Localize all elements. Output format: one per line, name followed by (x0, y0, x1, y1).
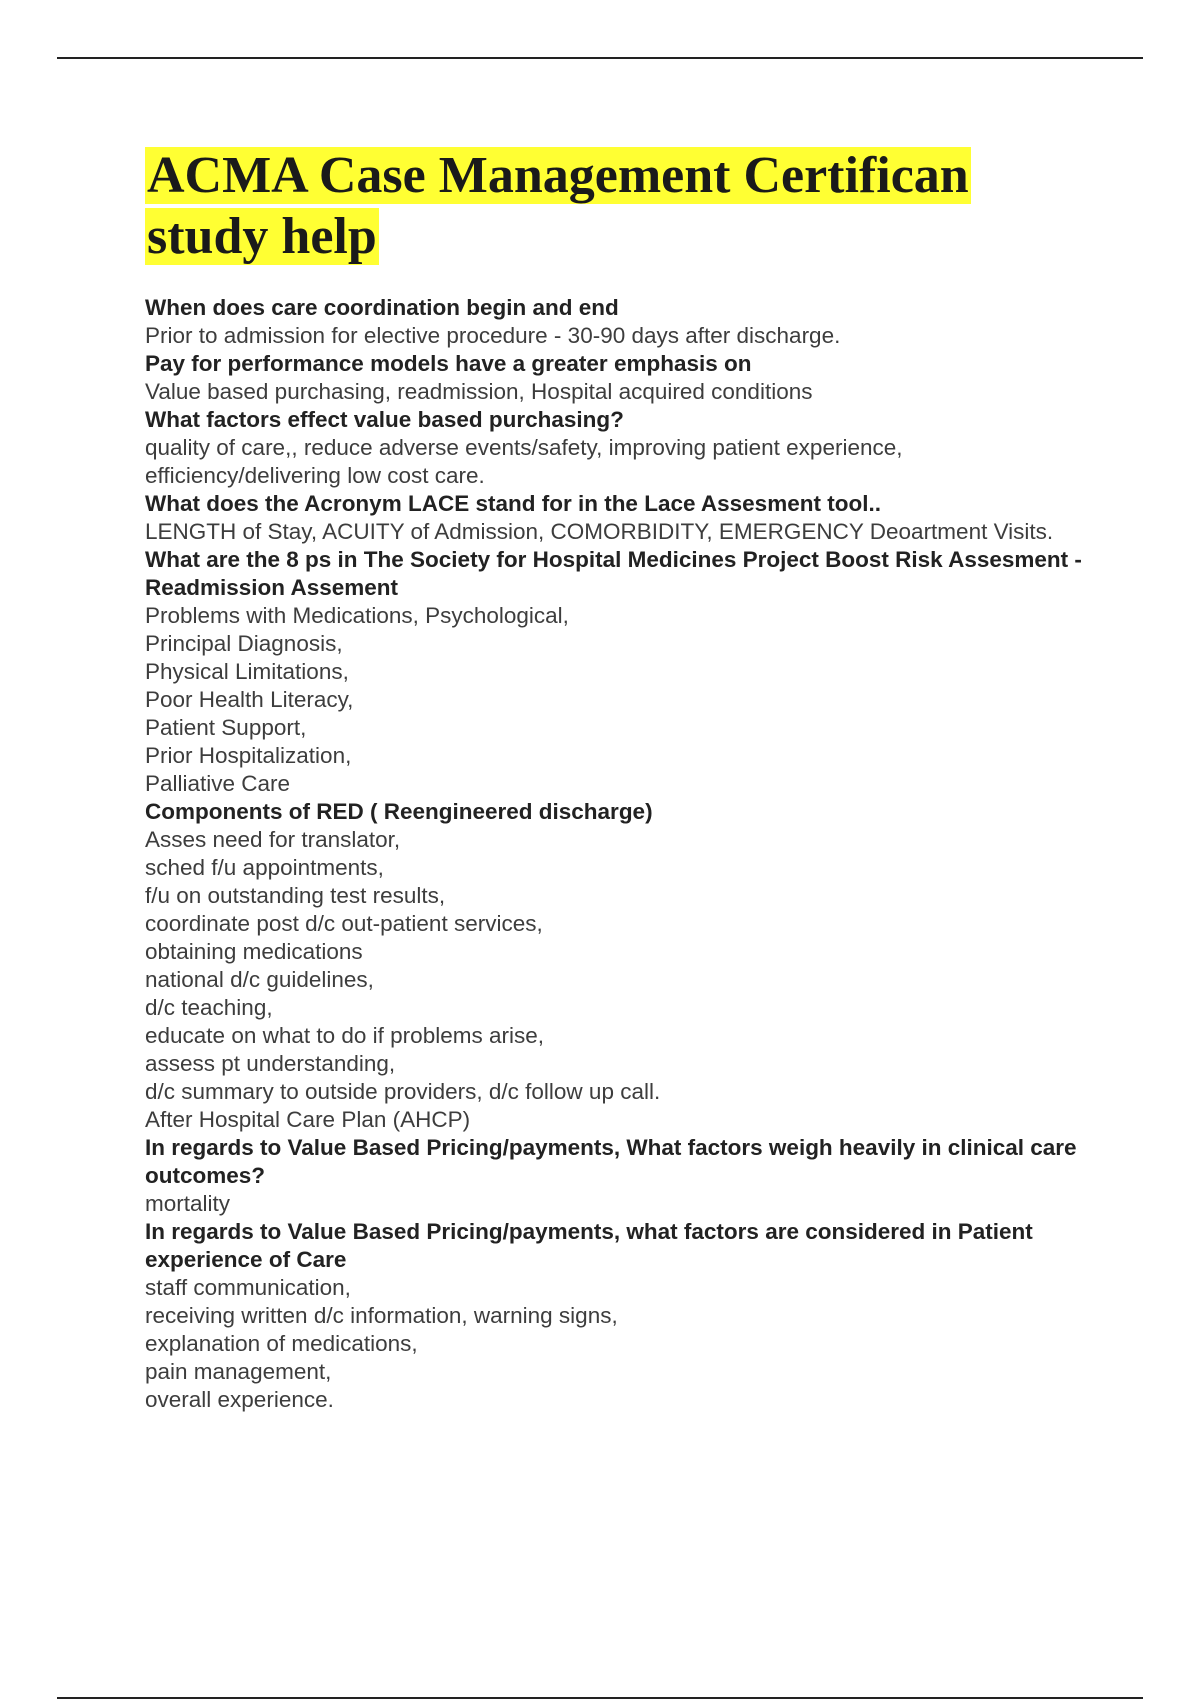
answer-line: f/u on outstanding test results, (145, 883, 446, 908)
answer-line: Palliative Care (145, 771, 291, 796)
question-text: Components of RED ( Reengineered discharge) (145, 799, 653, 824)
footer-rule (57, 1697, 1143, 1699)
qa-item (145, 490, 1085, 546)
answer-line: overall experience. (145, 1387, 334, 1412)
question-text: Pay for performance models have a greater emphasis on (145, 351, 752, 376)
answer-line: After Hospital Care Plan (AHCP) (145, 1107, 471, 1132)
answer-line: obtaining medications (145, 939, 363, 964)
question-text: What does the Acronym LACE stand for in the Lace Assesment tool.. (145, 491, 881, 516)
answer-line: Poor Health Literacy, (145, 687, 354, 712)
answer-line: coordinate post d/c out-patient services, (145, 911, 543, 936)
answer-line: Value based purchasing, readmission, Hospital acquired conditions (145, 379, 813, 404)
question-text: In regards to Value Based Pricing/payments, what factors are considered in Patient experience of Care (145, 1219, 1033, 1272)
qa-item (145, 546, 1085, 798)
answer-line: receiving written d/c information, warning signs, (145, 1303, 618, 1328)
qa-item (145, 350, 1085, 406)
answer-line: educate on what to do if problems arise, (145, 1023, 544, 1048)
answer-line: Patient Support, (145, 715, 307, 740)
answer-line: national d/c guidelines, (145, 967, 374, 992)
header-rule (57, 57, 1143, 59)
question-text: In regards to Value Based Pricing/payments, What factors weigh heavily in clinical care outcomes? (145, 1135, 1077, 1188)
qa-item (145, 798, 1085, 1134)
qa-list (145, 294, 1085, 1414)
question-text: What are the 8 ps in The Society for Hospital Medicines Project Boost Risk Assesment - Readmission Assement (145, 547, 1082, 600)
answer-line: explanation of medications, (145, 1331, 418, 1356)
title-highlight: ACMA Case Management Certifican study help (147, 147, 969, 265)
qa-item (145, 1134, 1085, 1218)
qa-item (145, 406, 1085, 490)
answer-line: Principal Diagnosis, (145, 631, 343, 656)
answer-line: Physical Limitations, (145, 659, 349, 684)
answer-line: quality of care,, reduce adverse events/safety, improving patient experience, efficiency/delivering low cost care. (145, 435, 903, 488)
answer-line: Asses need for translator, (145, 827, 401, 852)
question-text: When does care coordination begin and end (145, 295, 619, 320)
answer-line: sched f/u appointments, (145, 855, 384, 880)
answer-line: Prior to admission for elective procedure - 30-90 days after discharge. (145, 323, 841, 348)
answer-line: Prior Hospitalization, (145, 743, 352, 768)
qa-item (145, 1218, 1085, 1414)
answer-line: d/c summary to outside providers, d/c follow up call. (145, 1079, 661, 1104)
answer-line: LENGTH of Stay, ACUITY of Admission, COMORBIDITY, EMERGENCY Deoartment Visits. (145, 519, 1054, 544)
answer-line: staff communication, (145, 1275, 351, 1300)
question-text: What factors effect value based purchasing? (145, 407, 624, 432)
answer-line: Problems with Medications, Psychological, (145, 603, 569, 628)
answer-line: assess pt understanding, (145, 1051, 396, 1076)
answer-line: pain management, (145, 1359, 332, 1384)
answer-line: mortality (145, 1191, 231, 1216)
answer-line: d/c teaching, (145, 995, 273, 1020)
qa-item (145, 294, 1085, 350)
document-title (145, 145, 1065, 267)
